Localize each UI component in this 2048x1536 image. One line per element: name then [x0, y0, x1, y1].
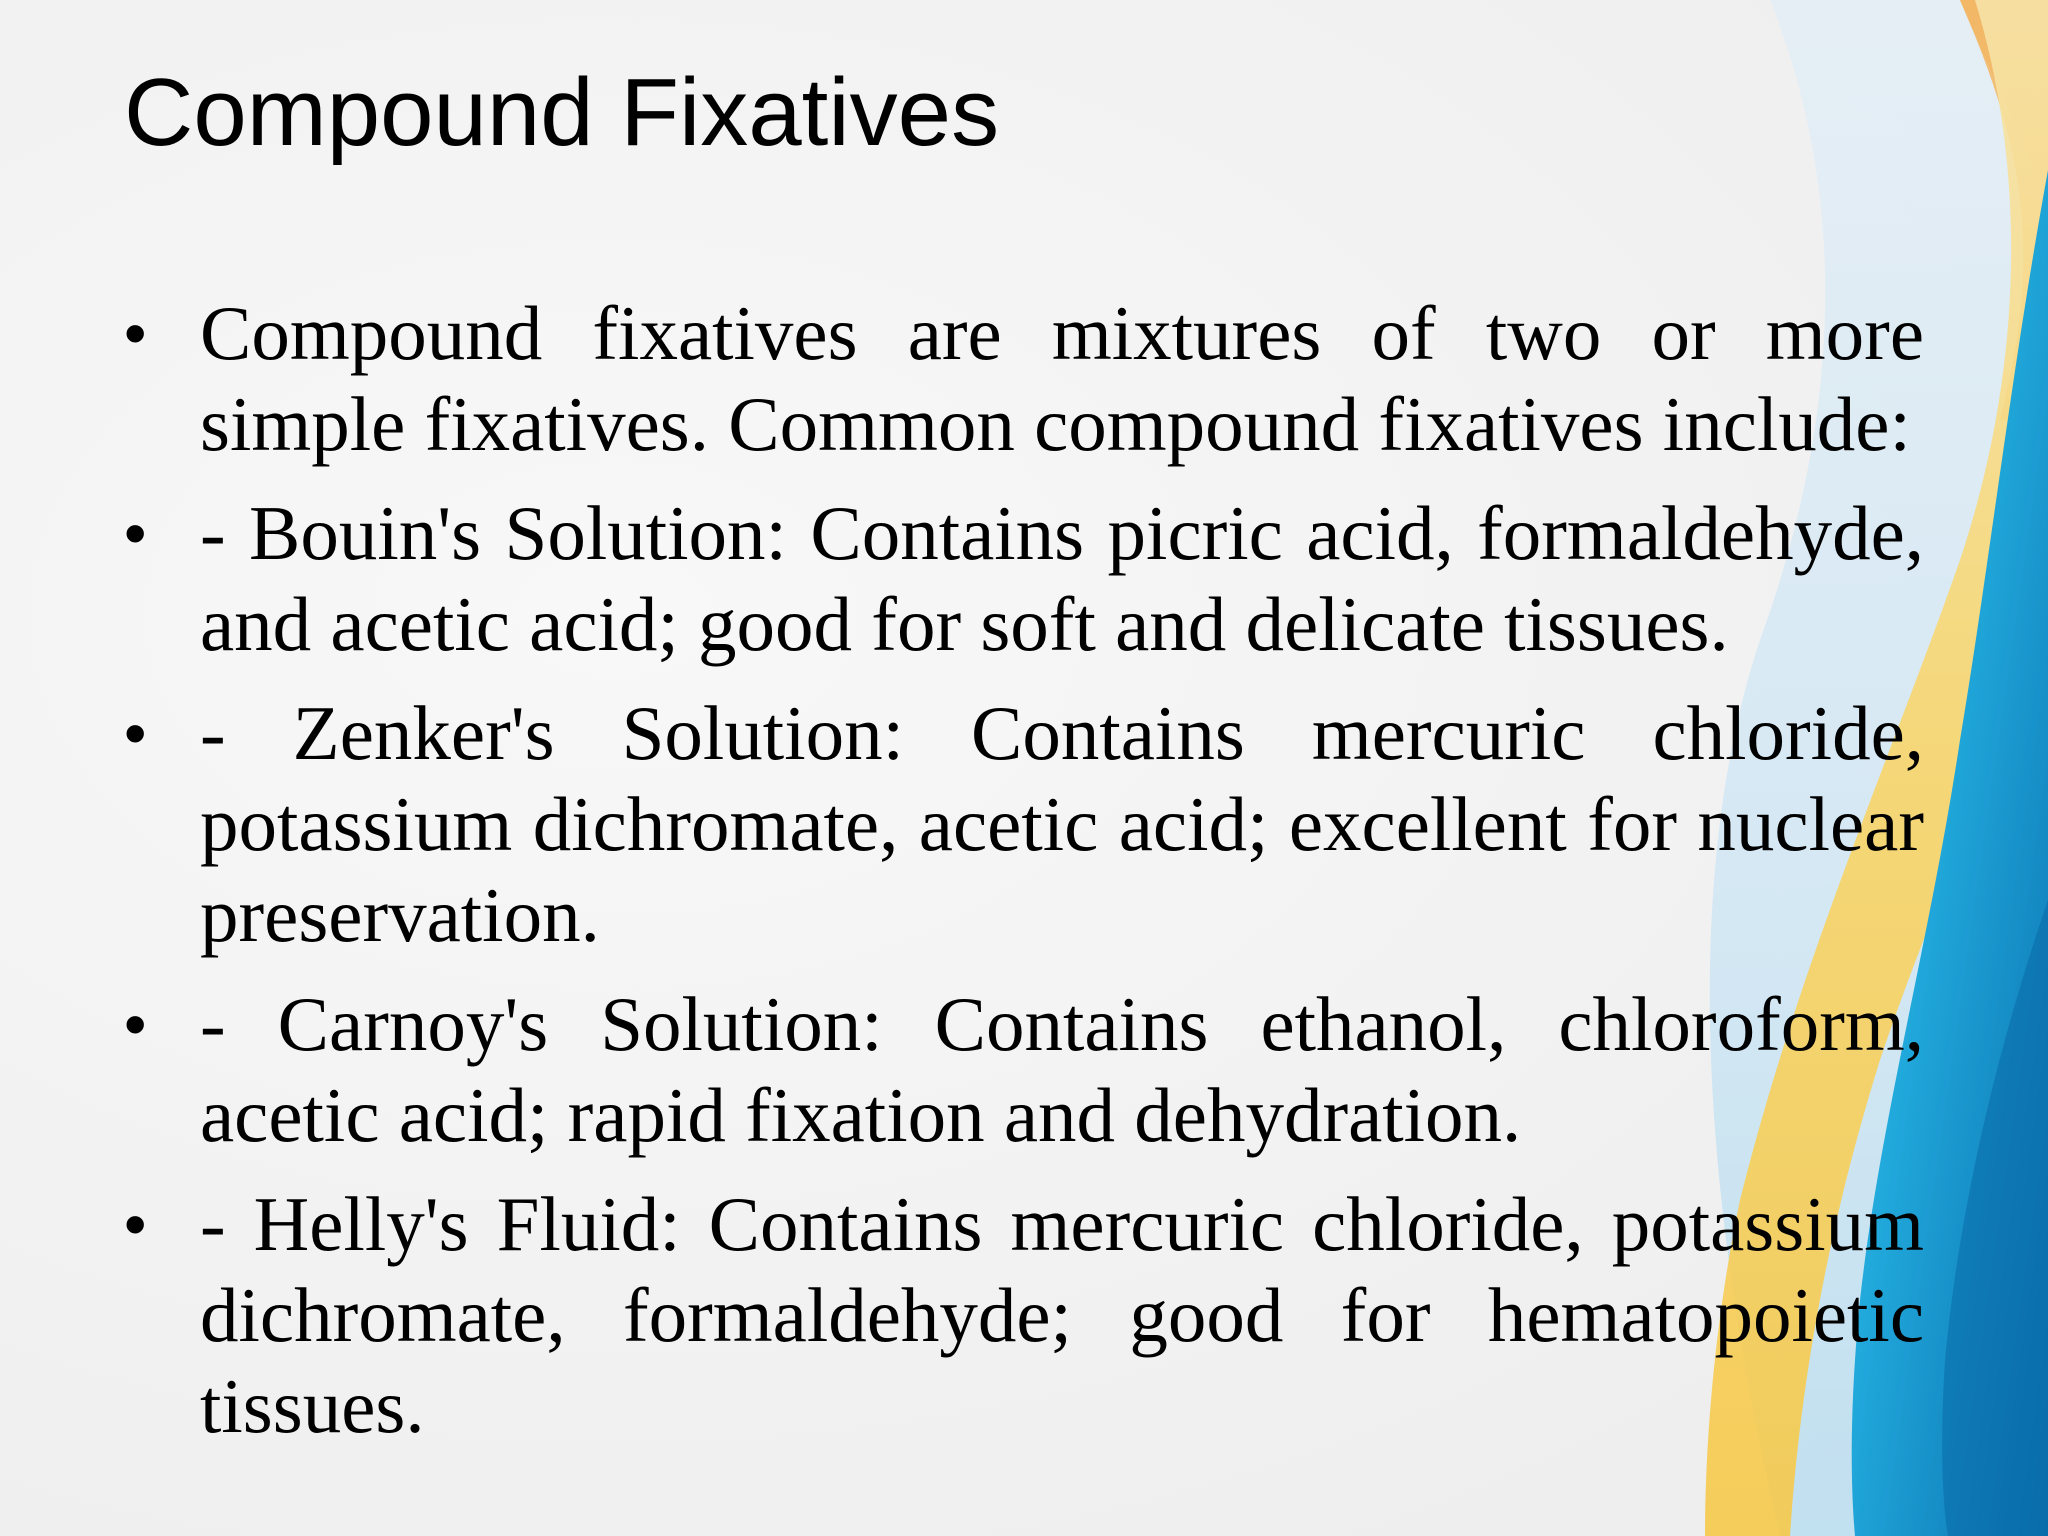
bullet-marker: •: [124, 1188, 147, 1260]
bullet-text: - Carnoy's Solution: Contains ethanol, chloroform, acetic acid; rapid fixation and dehydration.: [200, 981, 1924, 1158]
bullet-text: - Helly's Fluid: Contains mercuric chloride, potassium dichromate, formaldehyde; good for hematopoietic tissues.: [200, 1181, 1924, 1449]
list-item: [124, 1179, 1924, 1452]
bullet-text: Compound fixatives are mixtures of two or more simple fixatives. Common compound fixatives include:: [200, 290, 1924, 467]
bullet-text: - Zenker's Solution: Contains mercuric chloride, potassium dichromate, acetic acid; excellent for nuclear preservation.: [200, 690, 1924, 958]
bullet-list: [124, 288, 1924, 1470]
bullet-text: - Bouin's Solution: Contains picric acid, formaldehyde, and acetic acid; good for soft and delicate tissues.: [200, 490, 1924, 667]
list-item: [124, 688, 1924, 961]
bullet-marker: •: [124, 297, 147, 369]
bullet-marker: •: [124, 697, 147, 769]
slide-title: Compound Fixatives: [124, 59, 1000, 166]
list-item: [124, 288, 1924, 470]
bullet-marker: •: [124, 497, 147, 569]
bullet-marker: •: [124, 988, 147, 1060]
list-item: [124, 979, 1924, 1161]
list-item: [124, 488, 1924, 670]
